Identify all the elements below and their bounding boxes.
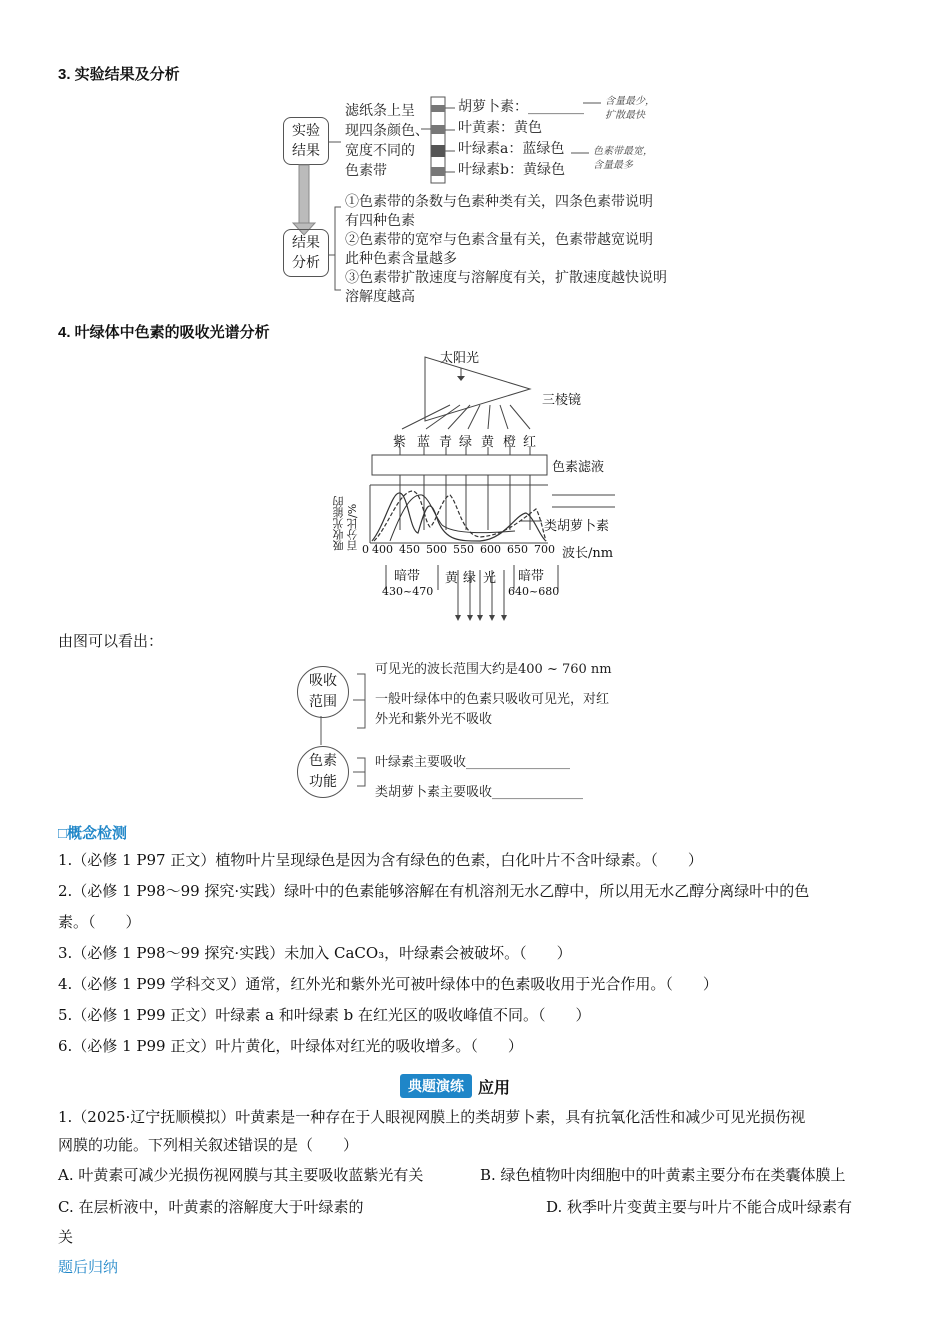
x-tick: 500 (426, 543, 447, 556)
function-circle-line: 色素 (309, 753, 337, 769)
option-a[interactable]: A. 叶黄素可减少光损伤视网膜与其主要吸收蓝紫光有关 (58, 1166, 424, 1184)
can-see-text: 由图可以看出： (58, 632, 164, 650)
x-axis-label: 波长/nm (562, 546, 614, 561)
note-bottom (593, 145, 653, 173)
x-tick: 550 (453, 543, 474, 556)
concept-text: 未加入 CaCO₃，叶绿素会被破坏。（ ） (284, 944, 572, 962)
concept-text: 绿叶中的色素能够溶解在有机溶剂无水乙醇中，所以用无水乙醇分离绿叶中的色 (284, 882, 810, 900)
color-label: 红 (523, 435, 537, 450)
filter-desc-line: 色素带 (345, 163, 387, 179)
concept-item (58, 941, 898, 972)
color-label: 绿 (459, 435, 473, 450)
range-circle-line: 吸收 (309, 673, 337, 689)
yellow-green-3: 光 (483, 571, 497, 586)
concept-item (58, 910, 898, 941)
yellow-green-2: 绿 (463, 571, 477, 586)
function-circle-line: 功能 (309, 774, 337, 790)
carotenoid-label: 类胡萝卜素 (544, 519, 610, 534)
practice-banner-label: 典题演练 (400, 1074, 472, 1098)
y-axis-label (332, 471, 368, 551)
dark-band-2-range: 640~680 (508, 585, 560, 598)
spectrum-diagram (330, 345, 630, 625)
range-circle-line: 范围 (309, 694, 337, 710)
practice-banner (400, 1074, 510, 1098)
concept-text: 通常，红外光和紫外光可被叶绿体中的色素吸收用于光合作用。（ ） (245, 975, 718, 993)
concept-heading: □概念检测 (58, 825, 128, 842)
dark-band-2: 暗带 (518, 569, 545, 584)
concept-source: 5.（必修 1 P99 正文） (58, 1006, 216, 1024)
note-line: 含量最多 (593, 160, 633, 171)
band-chlorophyll-b: 叶绿素b：黄绿色 (458, 162, 565, 178)
concept-item (58, 848, 898, 879)
x-tick: 450 (399, 543, 420, 556)
concept-source: 6.（必修 1 P99 正文） (58, 1037, 216, 1055)
dark-band-1-range: 430~470 (382, 585, 434, 598)
x-tick: 700 (534, 543, 555, 556)
concept-list (58, 848, 898, 1065)
dark-band-1: 暗带 (394, 569, 421, 584)
result-box: 实验 结果 (283, 117, 329, 165)
analysis-line: 有四种色素 (345, 213, 415, 229)
band-list (458, 97, 584, 181)
band-xanthophyll: 叶黄素：黄色 (458, 120, 542, 136)
analysis-line: 此种色素含量越多 (345, 251, 457, 267)
analysis-box: 结果 分析 (283, 229, 329, 277)
result-diagram (283, 95, 683, 305)
concept-item (58, 972, 898, 1003)
filter-desc-line: 现四条颜色、 (345, 123, 429, 139)
option-b[interactable]: B. 绿色植物叶肉细胞中的叶黄素主要分布在类囊体膜上 (480, 1166, 846, 1184)
band-chlorophyll-a: 叶绿素a：蓝绿色 (458, 141, 565, 157)
filter-desc-line: 滤纸条上呈 (345, 103, 415, 119)
analysis-list (345, 193, 667, 307)
range-text (375, 660, 612, 730)
concept-text: 叶绿素 a 和叶绿素 b 在红光区的吸收峰值不同。（ ） (215, 1006, 591, 1024)
yellow-green-1: 黄 (445, 571, 459, 586)
concept-source: 4.（必修 1 P99 学科交叉） (58, 975, 246, 993)
filtrate-label: 色素滤液 (552, 460, 605, 475)
x-tick: 650 (507, 543, 528, 556)
color-label: 青 (439, 435, 453, 450)
concept-source: 3.（必修 1 P98～99 探究·实践） (58, 944, 285, 962)
analysis-line: ②色素带的宽窄与色素含量有关，色素带越宽说明 (345, 232, 653, 248)
color-label: 黄 (481, 435, 495, 450)
concept-source: 2.（必修 1 P98～99 探究·实践） (58, 882, 285, 900)
analysis-line: 溶解度越高 (345, 289, 415, 305)
summary-diagram (295, 660, 675, 805)
color-label: 蓝 (417, 435, 431, 450)
question1-line1: 1.（2025·辽宁抚顺模拟）叶黄素是一种存在于人眼视网膜上的类胡萝卜素，具有抗氧化活性和减少可见光损伤视 (58, 1108, 806, 1126)
concept-source: 1.（必修 1 P97 正文） (58, 851, 216, 869)
color-label: 橙 (503, 435, 517, 450)
function-circle (297, 746, 349, 798)
filter-desc (345, 101, 429, 181)
sunlight-label: 太阳光 (440, 351, 480, 366)
note-line: 扩散最快 (605, 110, 645, 121)
note-line: 含量最少， (605, 96, 655, 107)
analysis-line: ①色素带的条数与色素种类有关，四条色素带说明 (345, 194, 653, 210)
band-carotene: 胡萝卜素：________ (458, 99, 584, 115)
concept-text: 叶片黄化，叶绿体对红光的吸收增多。（ ） (215, 1037, 523, 1055)
spectrum-lines (330, 345, 630, 625)
section4-heading: 4. 叶绿体中色素的吸收光谱分析 (58, 324, 270, 341)
filter-desc-line: 宽度不同的 (345, 143, 415, 159)
note-line: 色素带最宽， (593, 146, 653, 157)
range-line: 可见光的波长范围大约是400 ~ 760 nm (375, 662, 612, 677)
concept-text: 素。（ ） (58, 913, 141, 931)
function-text (375, 748, 583, 808)
color-label: 紫 (393, 435, 407, 450)
question1-line2: 网膜的功能。下列相关叙述错误的是（ ） (58, 1136, 359, 1154)
option-d-continued: 关 (58, 1228, 74, 1246)
x-tick: 0 (362, 543, 369, 556)
note-top (605, 95, 655, 123)
concept-item (58, 1003, 898, 1034)
practice-banner-apply: 应用 (478, 1077, 511, 1097)
summary-title: 题后归纳 (58, 1258, 119, 1276)
option-d[interactable]: D. 秋季叶片变黄主要与叶片不能合成叶绿素有 (546, 1198, 853, 1216)
y-axis-label-line: 吸收光能的 (332, 496, 345, 551)
function-line: 叶绿素主要吸收________________ (375, 755, 571, 770)
concept-text: 植物叶片呈现绿色是因为含有绿色的色素，白化叶片不含叶绿素。（ ） (215, 851, 703, 869)
range-line: 外光和紫外光不吸收 (375, 712, 493, 727)
x-tick: 600 (480, 543, 501, 556)
option-c[interactable]: C. 在层析液中，叶黄素的溶解度大于叶绿素的 (58, 1198, 364, 1216)
concept-item (58, 879, 898, 910)
x-tick: 400 (372, 543, 393, 556)
analysis-line: ③色素带扩散速度与溶解度有关，扩散速度越快说明 (345, 270, 667, 286)
y-axis-label-line: 百分比/% (346, 503, 359, 551)
range-circle (297, 666, 349, 718)
function-line: 类胡萝卜素主要吸收______________ (375, 785, 584, 800)
section3-heading: 3. 实验结果及分析 (58, 66, 180, 83)
prism-label: 三棱镜 (542, 393, 582, 408)
range-line: 一般叶绿体中的色素只吸收可见光，对红 (375, 692, 610, 707)
concept-item (58, 1034, 898, 1065)
